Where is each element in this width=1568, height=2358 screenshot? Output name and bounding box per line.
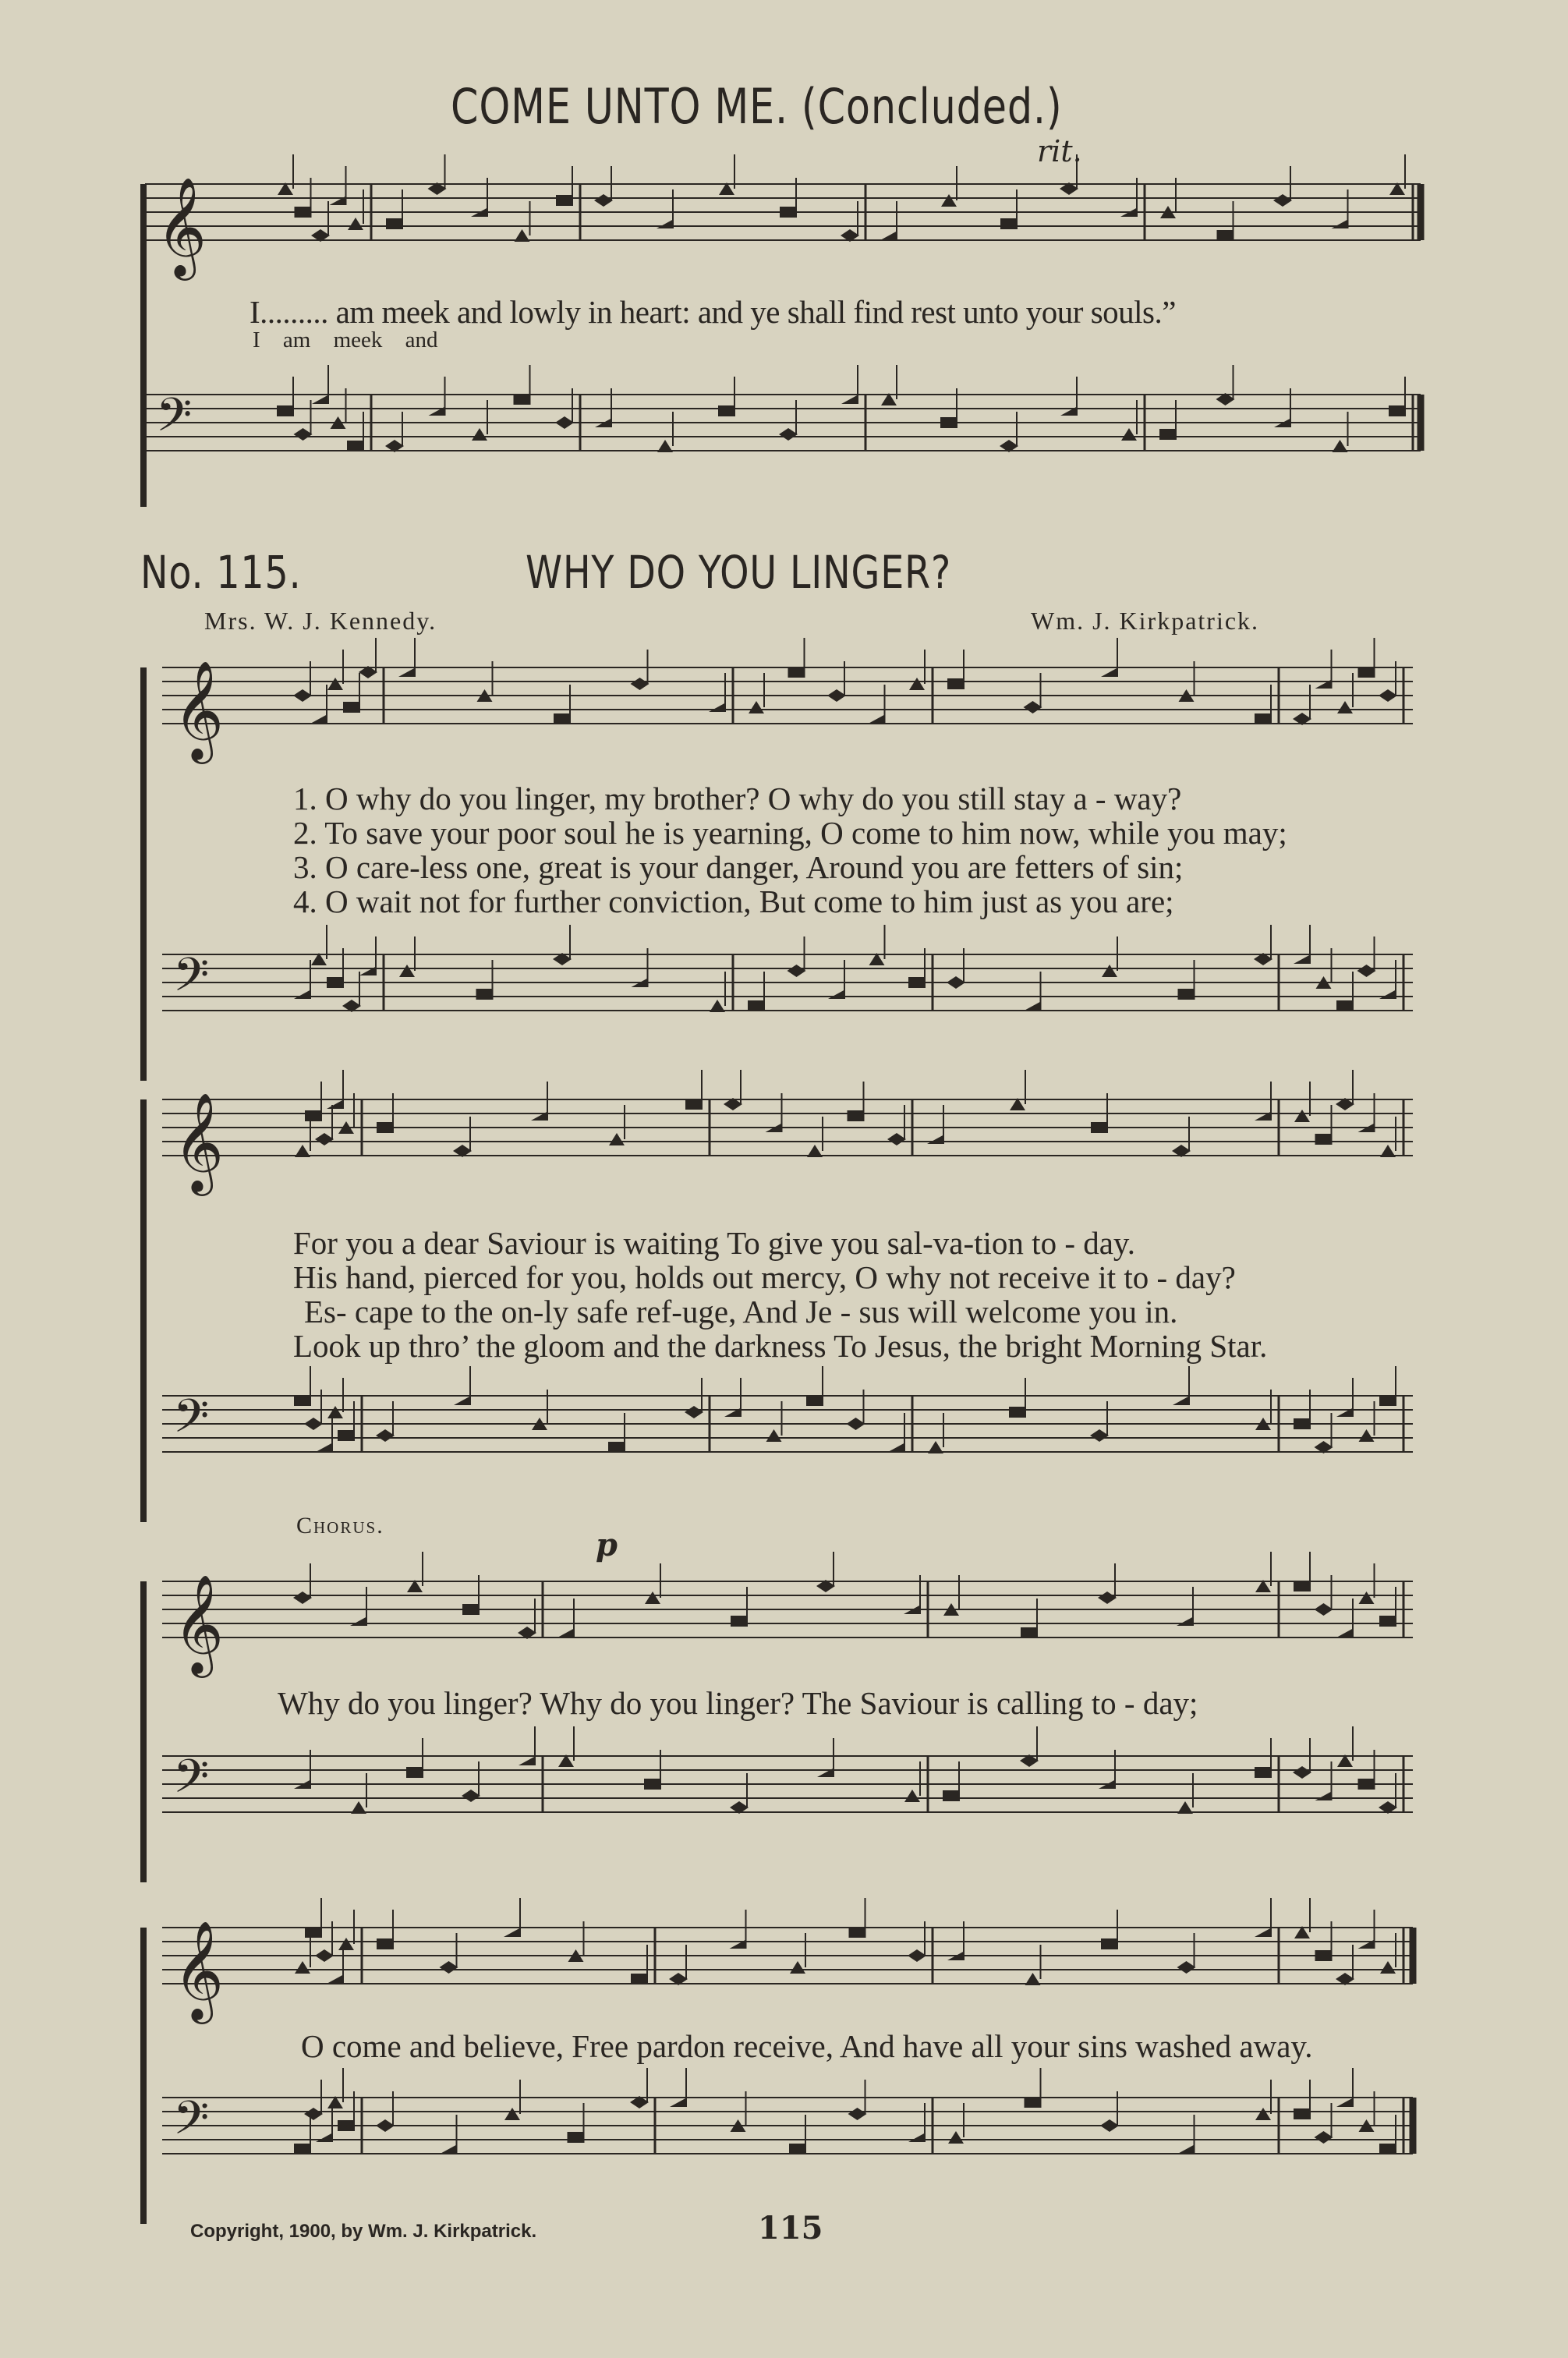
note-head [631,678,649,690]
note-head [555,416,574,429]
song-title: WHY DO YOU LINGER? [526,546,952,599]
note-head [1178,2144,1195,2154]
note-head [748,1000,765,1011]
note-head [1294,2108,1311,2119]
verse-line1-2: 2. To save your poor soul he is yearning, O come to him now, while you may; [293,815,1287,851]
note-head [631,1974,648,1984]
note-head [1217,230,1234,241]
note-head [828,990,845,999]
note-head [1000,218,1018,229]
note-head [710,1000,725,1012]
note-head [305,1927,322,1938]
note-head [316,1443,333,1452]
bass-clef-icon: 𝄢 [173,1749,210,1815]
note-head [462,1790,480,1802]
note-head [806,1395,823,1406]
note-head [347,441,364,451]
note-head [1336,2098,1354,2107]
note-head [294,428,313,441]
note-head [1273,194,1292,207]
note-head [909,678,925,690]
note-head [348,218,363,230]
note-head [948,2131,964,2144]
bass-clef-icon: 𝄢 [173,2091,210,2156]
note-head [790,1961,805,1974]
note-head [294,1395,311,1406]
note-head [1121,428,1137,441]
note-head [644,1779,661,1790]
note-head [685,1099,703,1110]
note-head [1359,1429,1375,1442]
note-head [749,701,764,713]
note-head [1315,1950,1333,1961]
note-head [327,1406,343,1418]
note-head [940,417,957,428]
note-head [338,2120,355,2131]
chorus-line2: O come and believe, Free pardon receive, And have all your sins washed away. [301,2028,1313,2064]
note-head [316,2133,333,2142]
note-head [295,1145,310,1157]
note-head [476,989,494,1000]
note-head [780,207,797,218]
note-head [386,218,403,229]
note-head [293,689,312,702]
note-head [1177,1801,1193,1814]
note-head [315,1133,334,1145]
note-head [327,1974,344,1984]
song-author: Mrs. W. J. Kennedy. [204,607,437,635]
treble-clef-icon: 𝄞 [173,1092,225,1191]
bass-clef-icon: 𝄢 [173,947,210,1013]
note-head [827,689,846,702]
note-head [849,1927,866,1938]
note-head [1090,1429,1109,1442]
note-head [315,1949,334,1962]
verse-line1-1: 1. O why do you linger, my brother? O why do you still stay a - way? [293,781,1182,816]
note-head [908,1949,926,1962]
note-head [554,713,571,724]
note-head [1293,1766,1311,1779]
note-head [1379,1395,1396,1406]
note-head [841,395,858,404]
note-head [817,1768,834,1777]
note-head [304,1418,323,1430]
note-head [556,195,573,206]
bass-clef-icon: 𝄢 [173,1389,210,1454]
note-head [399,965,415,977]
note-head [1025,1973,1041,1985]
treble-clef-icon: 𝄞 [173,1920,225,2020]
note-head [1333,440,1348,452]
note-head [398,667,416,677]
note-head [1379,1616,1396,1627]
note-head [350,1616,367,1626]
note-head [293,1591,312,1604]
note-head [1025,2097,1042,2108]
note-head [888,1443,905,1452]
note-head [377,1938,394,1949]
verse-line2-2: His hand, pierced for you, holds out mercy, O why not receive it to - day? [293,1259,1236,1295]
top-song-title: COME UNTO ME. (Concluded.) [451,78,1063,135]
bass-clef-icon: 𝄢 [156,388,193,453]
note-head [376,2119,395,2132]
note-head [1294,1581,1311,1591]
song-composer: Wm. J. Kirkpatrick. [1031,607,1260,635]
note-head [1379,990,1396,999]
page-number: 115 [758,2210,823,2246]
note-head [514,394,531,405]
note-head [1178,989,1195,1000]
treble-clef-icon: 𝄞 [156,176,207,276]
note-head [1315,679,1333,689]
note-head [327,1099,344,1109]
note-head [1101,1938,1118,1949]
verse-line1-4: 4. O wait not for further conviction, But come to him just as you are; [293,883,1174,919]
treble-clef-icon: 𝄞 [173,1574,225,1673]
note-head [343,702,360,713]
chorus-line1: Why do you linger? Why do you linger? The Saviour is calling to - day; [278,1685,1198,1721]
note-head [609,1133,625,1145]
verse-line2-3: Es- cape to the on-ly safe ref-uge, And Je - sus will welcome you in. [304,1294,1178,1329]
note-head [568,2132,585,2143]
note-head [1332,219,1349,228]
note-head [657,219,674,228]
note-head [295,1961,310,1974]
note-head [1294,954,1311,964]
note-head [1102,965,1117,977]
note-head [848,2108,867,2120]
dynamic-piano: p [596,1527,618,1563]
note-head [670,2098,687,2107]
note-head [294,2144,311,2154]
note-head [1315,2131,1333,2144]
note-head [1380,1961,1396,1974]
note-head [766,1429,782,1442]
note-head [709,703,726,712]
note-head [1177,1616,1194,1626]
top-lyric-alt: I am meek and [253,328,438,352]
note-head [1159,429,1177,440]
note-head [1255,1111,1272,1121]
note-head [1255,1928,1272,1937]
note-head [531,1111,548,1121]
top-lyric-main: I......... am meek and lowly in heart: and ye shall find rest unto your souls.” [250,294,1176,330]
note-head [788,667,805,678]
note-head [1025,1001,1042,1011]
note-head [1177,1961,1196,1974]
note-head [1060,406,1078,416]
note-head [376,1429,395,1442]
note-head [880,231,897,240]
note-head [928,1441,943,1453]
note-head [1255,2108,1271,2120]
note-head [1091,1122,1108,1133]
note-head [887,1133,906,1145]
note-head [1358,667,1375,678]
chorus-label: Chorus. [296,1513,384,1538]
note-head [462,1604,480,1615]
note-head [327,977,344,988]
note-head [947,976,965,989]
note-head [1021,1627,1038,1638]
note-head [847,1418,865,1430]
note-head [338,1430,355,1441]
verse-line2-1: For you a dear Saviour is waiting To give you sal-va-tion to - day. [293,1225,1136,1261]
note-head [295,207,312,218]
note-head [359,966,377,975]
note-head [1337,701,1353,713]
note-head [685,1406,703,1418]
note-head [330,196,347,205]
song-number: No. 115. [140,546,302,599]
note-head [504,2108,520,2120]
note-head [908,977,926,988]
note-head [377,1122,394,1133]
note-head [645,1591,660,1604]
note-head [1255,1767,1272,1778]
note-head [304,2108,323,2120]
note-head [730,1939,747,1949]
note-head [927,1135,944,1144]
treble-clef-icon: 𝄞 [173,660,225,759]
note-head [789,2144,806,2154]
note-head [441,2144,458,2154]
note-head [608,1442,625,1453]
note-head [779,428,798,441]
note-head [904,1790,920,1802]
note-head [1379,2144,1396,2154]
note-head [1294,1110,1310,1122]
verse-line1-3: 3. O care-less one, great is your danger, Around you are fetters of sin; [293,849,1184,885]
note-head [338,1938,354,1950]
note-head [1294,1418,1311,1429]
note-head [1379,689,1397,702]
note-head [869,714,886,724]
note-head [1024,701,1042,713]
note-head [1173,1396,1190,1405]
note-head [1098,1591,1117,1604]
note-head [943,1790,960,1801]
note-head [807,1145,823,1157]
note-head [1380,1145,1396,1157]
note-head [327,678,343,690]
note-head [440,1961,458,1974]
note-head [788,965,806,977]
note-head [1255,713,1272,724]
note-head [1336,1000,1354,1011]
note-head [1336,1628,1354,1638]
note-head [1389,405,1406,416]
note-head [406,1767,423,1778]
note-head [1336,1407,1354,1417]
note-head [294,990,311,999]
note-head [1009,1407,1026,1418]
note-head [1100,2119,1119,2132]
note-head [1315,1603,1333,1616]
note-head [724,1407,742,1417]
copyright-note: Copyright, 1900, by Wm. J. Kirkpatrick. [190,2221,537,2242]
note-head [1357,965,1376,977]
note-head [594,194,613,207]
note-head [908,2133,926,2142]
note-head [515,229,530,242]
note-head [312,395,329,404]
note-head [1358,1779,1375,1790]
note-head [429,406,446,416]
note-head [454,1396,471,1405]
note-head [519,1756,536,1765]
note-head [310,714,327,724]
note-head [941,194,957,207]
note-head [472,428,487,441]
note-head [848,1110,865,1121]
note-head [557,1628,575,1638]
tempo-mark: rit. [1037,134,1082,168]
note-head [277,405,294,416]
note-head [657,440,673,452]
note-head [1101,667,1118,677]
note-head [1359,1591,1375,1604]
note-head [351,1801,366,1814]
note-head [504,1928,521,1937]
note-head [718,405,735,416]
note-head [1315,1791,1333,1800]
note-head [1315,1134,1333,1145]
note-head [947,678,965,689]
note-head [1358,1939,1375,1949]
note-head [731,1616,748,1627]
verse-line2-4: Look up thro’ the gloom and the darkness To Jesus, the bright Morning Star. [293,1328,1268,1364]
note-head [305,1110,322,1121]
